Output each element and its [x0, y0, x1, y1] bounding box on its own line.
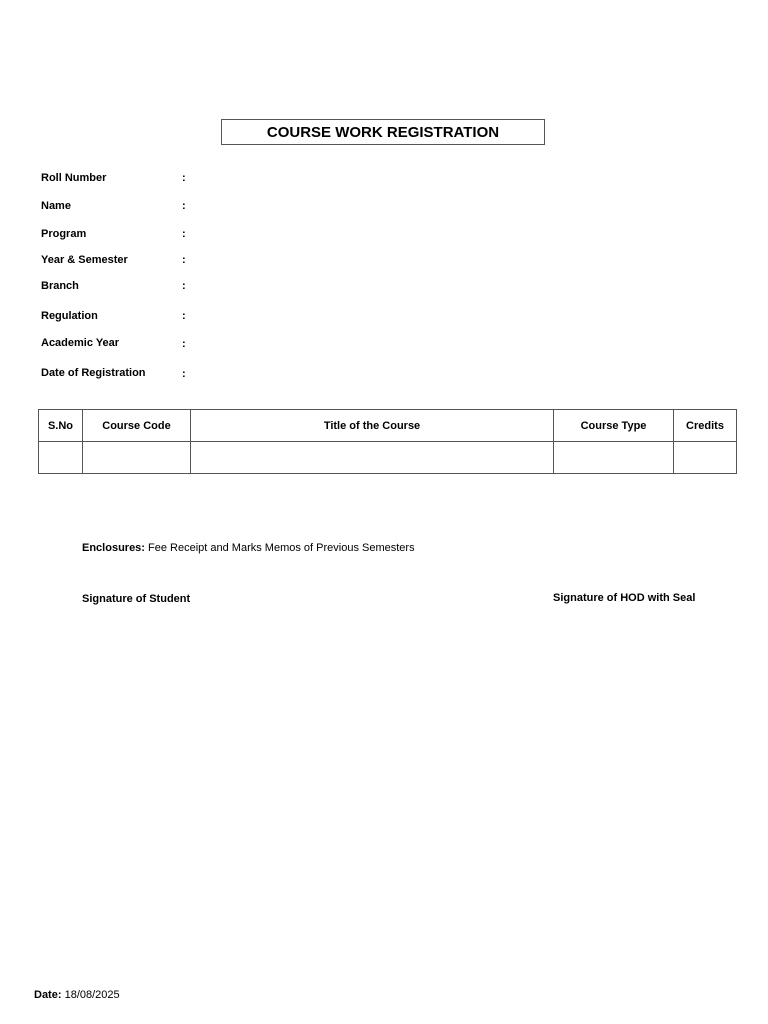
regulation-label: Regulation [41, 310, 98, 322]
date-line [34, 989, 120, 1001]
date-of-registration-colon: : [182, 368, 186, 380]
regulation-colon: : [182, 310, 186, 322]
academic-year-colon: : [182, 338, 186, 350]
course-code-header: Course Code [83, 410, 191, 442]
hod-signature-label: Signature of HOD with Seal [553, 592, 696, 604]
enclosures-text: Fee Receipt and Marks Memos of Previous Semesters [148, 542, 415, 554]
year-semester-label: Year & Semester [41, 254, 128, 266]
course-code-cell [83, 442, 191, 474]
enclosures-line [82, 542, 415, 554]
roll-number-label: Roll Number [41, 172, 107, 184]
academic-year-label: Academic Year [41, 337, 120, 349]
roll-number-colon: : [182, 172, 186, 184]
table-header-row [39, 410, 737, 442]
branch-colon: : [182, 280, 186, 292]
program-label: Program [41, 228, 87, 240]
course-type-header: Course Type [554, 410, 674, 442]
sno-header: S.No [39, 410, 83, 442]
credits-header: Credits [674, 410, 737, 442]
year-semester-colon: : [182, 254, 186, 266]
date-label: Date: [34, 989, 62, 1001]
course-title-cell [191, 442, 554, 474]
program-colon: : [182, 228, 186, 240]
branch-label: Branch [41, 280, 79, 292]
date-value: 18/08/2025 [64, 989, 120, 1001]
table-row [39, 442, 737, 474]
course-title-header: Title of the Course [191, 410, 554, 442]
name-colon: : [182, 200, 186, 212]
date-of-registration-label: Date of Registration [41, 367, 146, 379]
course-type-cell [554, 442, 674, 474]
sno-cell [39, 442, 83, 474]
student-signature-label: Signature of Student [82, 593, 191, 605]
name-label: Name [41, 200, 71, 212]
credits-cell [674, 442, 737, 474]
form-title: COURSE WORK REGISTRATION [221, 119, 545, 145]
enclosures-label: Enclosures: [82, 542, 145, 554]
course-table [38, 409, 737, 474]
